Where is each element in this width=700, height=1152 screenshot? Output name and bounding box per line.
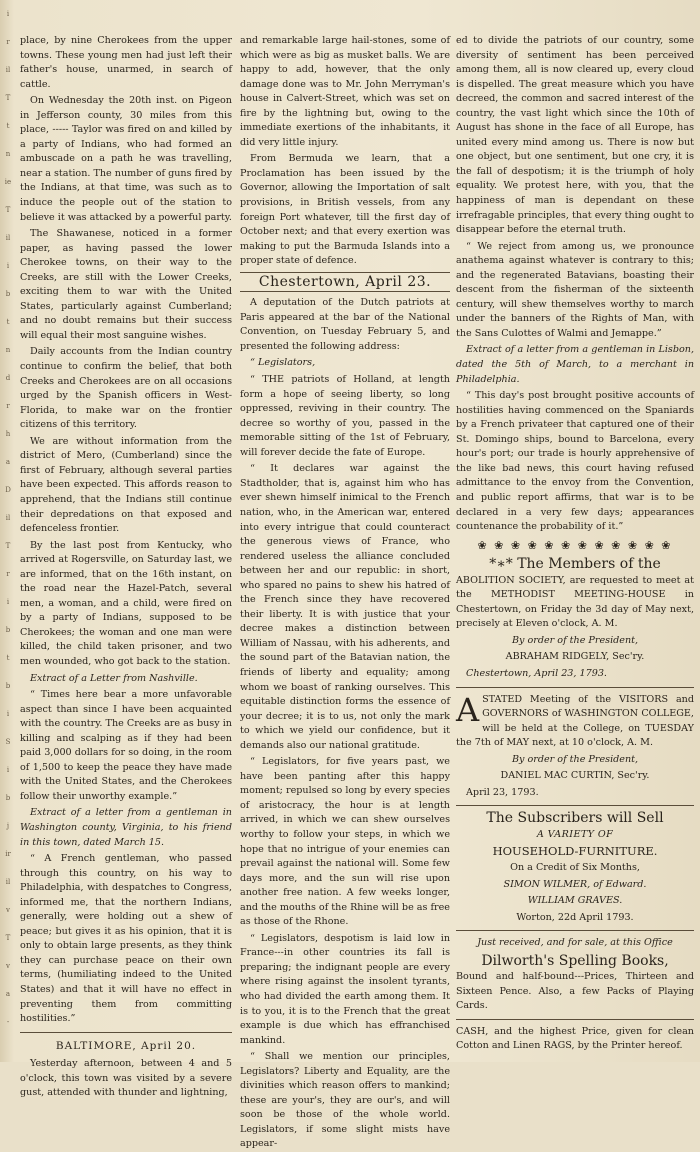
gutter-fragment: S <box>5 738 11 746</box>
gutter-fragment: ie <box>4 178 12 186</box>
baltimore-dateline: BALTIMORE, April 20. <box>55 1039 197 1052</box>
article-paragraph: A deputation of the Dutch patriots at Paris appeared at the bar of the National Convention, on Tuesday February 5, and presented the following address: <box>240 297 450 352</box>
sale-seller-2: WILLIAM GRAVES. <box>527 895 623 907</box>
gutter-fragment: r <box>6 570 10 578</box>
article-paragraph: On Wednesday the 20th inst. on Pigeon in Jefferson county, 30 miles from this place, ----- Taylor was fired on and killed by a party of Indians, who had formed an ambuscade on a path he was travelling, near a station. The number of guns fired by the Indians, at that time, was such as to induce the people out of the station to believe it was attacked by a powerful party. <box>20 95 232 223</box>
gutter-fragment: il <box>5 66 11 74</box>
article-paragraph: place, by nine Cherokees from the upper towns. These young men had just left their father's house, unarmed, in search of cattle. <box>20 35 232 90</box>
sale-title: The Subscribers will Sell <box>486 810 664 827</box>
gutter-fragment: il <box>5 514 11 522</box>
gutter-fragment: il <box>5 878 11 886</box>
gutter-fragment: T <box>5 934 11 942</box>
sale-subtitle: A VARIETY OF <box>536 828 614 840</box>
article-paragraph: The Shawanese, noticed in a former paper, as having passed the lower Cherokee towns, on their way to the Creeks, are still with the Lower Creeks, exciting them to war with the United States, particularly against Cumberland; and no doubt remains but their success will equal their most sanguine wishes. <box>20 228 232 341</box>
gutter-fragment: i <box>6 262 10 270</box>
gutter-fragment: r <box>6 38 10 46</box>
abolition-notice-title: *∗* The Members of the <box>489 556 661 573</box>
gutter-fragment: i <box>6 10 10 18</box>
gutter-fragment: j <box>6 822 10 830</box>
article-paragraph: and remarkable large hail-stones, some of which were as big as musket balls. We are happy to add, however, that the only damage done was to Mr. John Merryman's house in Calvert-Street, which was set on fire by the lightning but, owing to the immediate exertions of the inhabitants, it did very little injury. <box>240 35 450 148</box>
gutter-fragment: b <box>5 682 11 690</box>
stated-meeting-text: STATED Meeting of the VISITORS and GOVERNORS of WASHINGTON COLLEGE, will be held at the College, on TUESDAY the 7th of MAY next, at 10 o'clock, A. M. <box>456 693 694 749</box>
article-paragraph: “ It declares war against the Stadtholder, that is, against him who has ever shewn himself inimical to the French nation, who, in the American war, entered into every intrigue that could counteract the generous views of France, who rendered useless the alliance concluded between her and our republic: in short, who spared no pains to shew his hatred of the French since they have recovered their liberty. It is with justice that your decree makes a distinction between William of Nassau, with his adherents, and the sound part of the Batavian nation, the friends of liberty and equality; among whom we boast of ranking ourselves. This equitable distinction forms the essence of your decree; it is to us, not only the mark to which we yield our confidence, but it demands also our national gratitude. <box>240 463 450 751</box>
article-paragraph: “ This day's post brought positive accounts of hostilities having commenced on the Spaniards by a French privateer that captured one of their St. Domingo ships, bound to Barcelona, every hour's port; our trade is hourly apprehensive of the like bad news, this court having refused admittance to the envoy from the Convention, and public report affirms, that war is to be declared in a very few days; appearances countenance the probability of it.” <box>456 390 694 533</box>
article-paragraph: We are without information from the district of Mero, (Cumberland) since the first of February, although several parties have been expected. This affords reason to apprehend, that the Indians still continue their depredations on that exposed and defenceless frontier. <box>20 435 232 535</box>
article-paragraph: ed to divide the patriots of our country, some diversity of sentiment has been perceived among them, all is now cleared up, every cloud is dispelled. The great measure which you have decreed, the common and sacred interest of the country, the vast light which since the 10th of August has shone in the face of all Europe, has united every mind among us. There is now but one object, but one sentiment, but one cry, it is the fall of despotism; it is the triumph of holy equality. We protest here, with you, that the happiness of man is dependant on these irrefragable principles, that every thing ought to disappear before the eternal truth. <box>456 35 694 236</box>
gutter-fragment: t <box>6 654 10 662</box>
sale-goods: HOUSEHOLD-FURNITURE. <box>492 844 658 859</box>
gutter-fragment: n <box>5 346 11 354</box>
gutter-fragment: b <box>5 626 11 634</box>
article-paragraph: “ Times here bear a more unfavorable aspect than since I have been acquainted with the country. The Creeks are as busy in killing and scalping as if they had been paid 3,000 dollars for so doing, in the room of 1,500 to keep the peace they have made with the United States, and the Cherokees follow their unworthy example.” <box>20 689 232 802</box>
gutter-fragment: t <box>6 318 10 326</box>
article-paragraph: Daily accounts from the Indian country continue to confirm the belief, that both Creeks and Cherokees are on all occasions urged by the Spanish officers in West-Florida, to make war on the frontier citizens of this territory. <box>20 346 232 431</box>
gutter-fragment: - <box>6 1018 10 1026</box>
gutter-fragment: i <box>6 710 10 718</box>
gutter-fragment: b <box>5 290 11 298</box>
gutter-fragment: n <box>5 150 11 158</box>
cash-for-rags-notice: CASH, and the highest Price, given for clean Cotton and Linen RAGS, by the Printer hereof. <box>456 1025 694 1052</box>
gutter-fragment: a <box>5 458 11 466</box>
stated-date: April 23, 1793. <box>466 786 539 798</box>
article-paragraph: “ Legislators, despotism is laid low in France---in other countries its fall is preparing; the indignant people are every where rising against the insolent tyrants, who had divided the earth among them. It is to you, it is to the French that the great example is due which has effranchised mankind. <box>240 932 450 1046</box>
gutter-fragment: T <box>5 206 11 214</box>
article-paragraph: “ Shall we mention our principles, Legislators? Liberty and Equality, are the divinities which reason offers to mankind; these are your's, they are our's, and will soon be those of the whole world. Legislators, if some slight mists have appear- <box>240 1051 450 1150</box>
dilworth-title: Dilworth's Spelling Books, <box>481 952 669 969</box>
article-paragraph: “ Legislators, for five years past, we have been panting after this happy moment; repulsed so long by every species of aristocracy, the hour is at length arrived, in which we can shew ourselves worthy to follow your steps, in which we hope that no intrigue of your enemies can prevail against the national will. Some few days more, and the sun will rise upon another free nation. A few weeks longer, and the mouths of the Rhine will be as free as those of the Rhone. <box>240 756 450 928</box>
stated-meeting-notice <box>456 690 694 751</box>
abolition-order: By order of the President, <box>511 634 639 646</box>
gutter-fragment: r <box>6 402 10 410</box>
divider <box>456 930 694 931</box>
sale-date: Worton, 22d April 1793. <box>516 911 634 923</box>
gutter-fragment: i <box>6 598 10 606</box>
divider <box>20 1032 232 1033</box>
sale-terms: On a Credit of Six Months, <box>510 861 640 873</box>
abolition-notice-body: ABOLITION SOCIETY, are requested to meet at the METHODIST MEETING-HOUSE in Chestertown, on Friday the 3d day of May next, precisely at Eleven o'clock, A. M. <box>456 574 694 630</box>
chestertown-dateline: Chestertown, April 23. <box>240 272 450 293</box>
dilworth-body: Bound and half-bound---Prices, Thirteen and Sixteen Pence. Also, a few Packs of Playing Cards. <box>456 971 694 1012</box>
article-paragraph: “ We reject from among us, we pronounce anathema against whatever is contrary to this; and the regenerated Batavians, boasting their descent from the fisherman of the sixteenth century, will shew themselves worthy to march under the banners of the Rights of Man, with the Sans Culottes of Walmi and Jemappe.” <box>456 240 694 339</box>
gutter-fragment: b <box>5 794 11 802</box>
article-paragraph: From Bermuda we learn, that a Proclamation has been issued by the Governor, allowing the Importation of salt provisions, in British vessels, from any foreign Port whatever, till the first day of October next; and that every exertion was making to put the Barmuda Islands into a proper state of defence. <box>240 153 450 267</box>
extract-heading: Extract of a letter from a gentleman in Lisbon, dated the 5th of March, to a merchant in Philadelphia. <box>456 344 694 385</box>
address-salutation: “ Legislators, <box>250 357 316 369</box>
divider <box>456 805 694 806</box>
gutter-fragment: v <box>6 906 10 914</box>
gutter-fragment: i <box>6 766 10 774</box>
left-gutter-fragments <box>0 0 16 1062</box>
stated-order: By order of the President, <box>511 753 639 765</box>
column-3 <box>456 34 694 1062</box>
drop-cap: A <box>456 690 480 729</box>
article-paragraph: Yesterday afternoon, between 4 and 5 o'clock, this town was visited by a severe gust, attended with thunder and lightning, <box>20 1058 232 1099</box>
gutter-fragment: T <box>5 542 11 550</box>
gutter-fragment: il <box>5 234 11 242</box>
gutter-fragment: h <box>5 430 11 438</box>
gutter-fragment: T <box>5 94 11 102</box>
extract-heading: Extract of a letter from a gentleman in Washington county, Virginia, to his friend in this town, dated March 15. <box>20 807 232 848</box>
dilworth-intro: Just received, and for sale, at this Office <box>477 937 673 949</box>
ornament-divider: ❀ ❀ ❀ ❀ ❀ ❀ ❀ ❀ ❀ ❀ ❀ ❀ <box>477 538 673 552</box>
article-paragraph: By the last post from Kentucky, who arrived at Rogersville, on Saturday last, we are informed, that on the 16th instant, on the road near the Hazel-Patch, several men, a woman, and a child, were fired on by a party of Indians, supposed to be Cherokees; the woman and one man were killed, the child taken prisoner, and two men wounded, who got back to the station. <box>20 539 232 667</box>
abolition-date: Chestertown, April 23, 1793. <box>466 667 607 679</box>
gutter-fragment: D <box>5 486 11 494</box>
article-paragraph: “ A French gentleman, who passed through this country, on his way to Philadelphia, with despatches to Congress, informed me, that the northern Indians, generally, were holding out a shew of peace; but gives it as his opinion, that it is only to obtain large presents, as they think they can purchase peace on their own terms, (humiliating indeed to the United States) and that it will have no effect in preventing them from committing hostilities.” <box>20 853 232 1025</box>
gutter-fragment: a <box>5 990 11 998</box>
article-paragraph: “ THE patriots of Holland, at length form a hope of seeing liberty, so long oppressed, reviving in their country. The decree so worthy of you, passed in the memorable sitting of the 1st of February, will forever decide the fate of Europe. <box>240 374 450 458</box>
gutter-fragment: d <box>5 374 11 382</box>
abolition-signature: ABRAHAM RIDGELY, Sec'ry. <box>505 651 645 663</box>
divider <box>456 687 694 688</box>
gutter-fragment: t <box>6 122 10 130</box>
extract-heading: Extract of a Letter from Nashville. <box>30 672 198 684</box>
column-1 <box>20 34 232 1099</box>
gutter-fragment: v <box>6 962 10 970</box>
stated-signature: DANIEL MAC CURTIN, Sec'ry. <box>500 770 650 782</box>
sale-seller-1: SIMON WILMER, of Edward. <box>503 878 647 890</box>
divider <box>456 1019 694 1020</box>
gutter-fragment: ir <box>5 850 11 858</box>
column-2 <box>240 34 450 1150</box>
